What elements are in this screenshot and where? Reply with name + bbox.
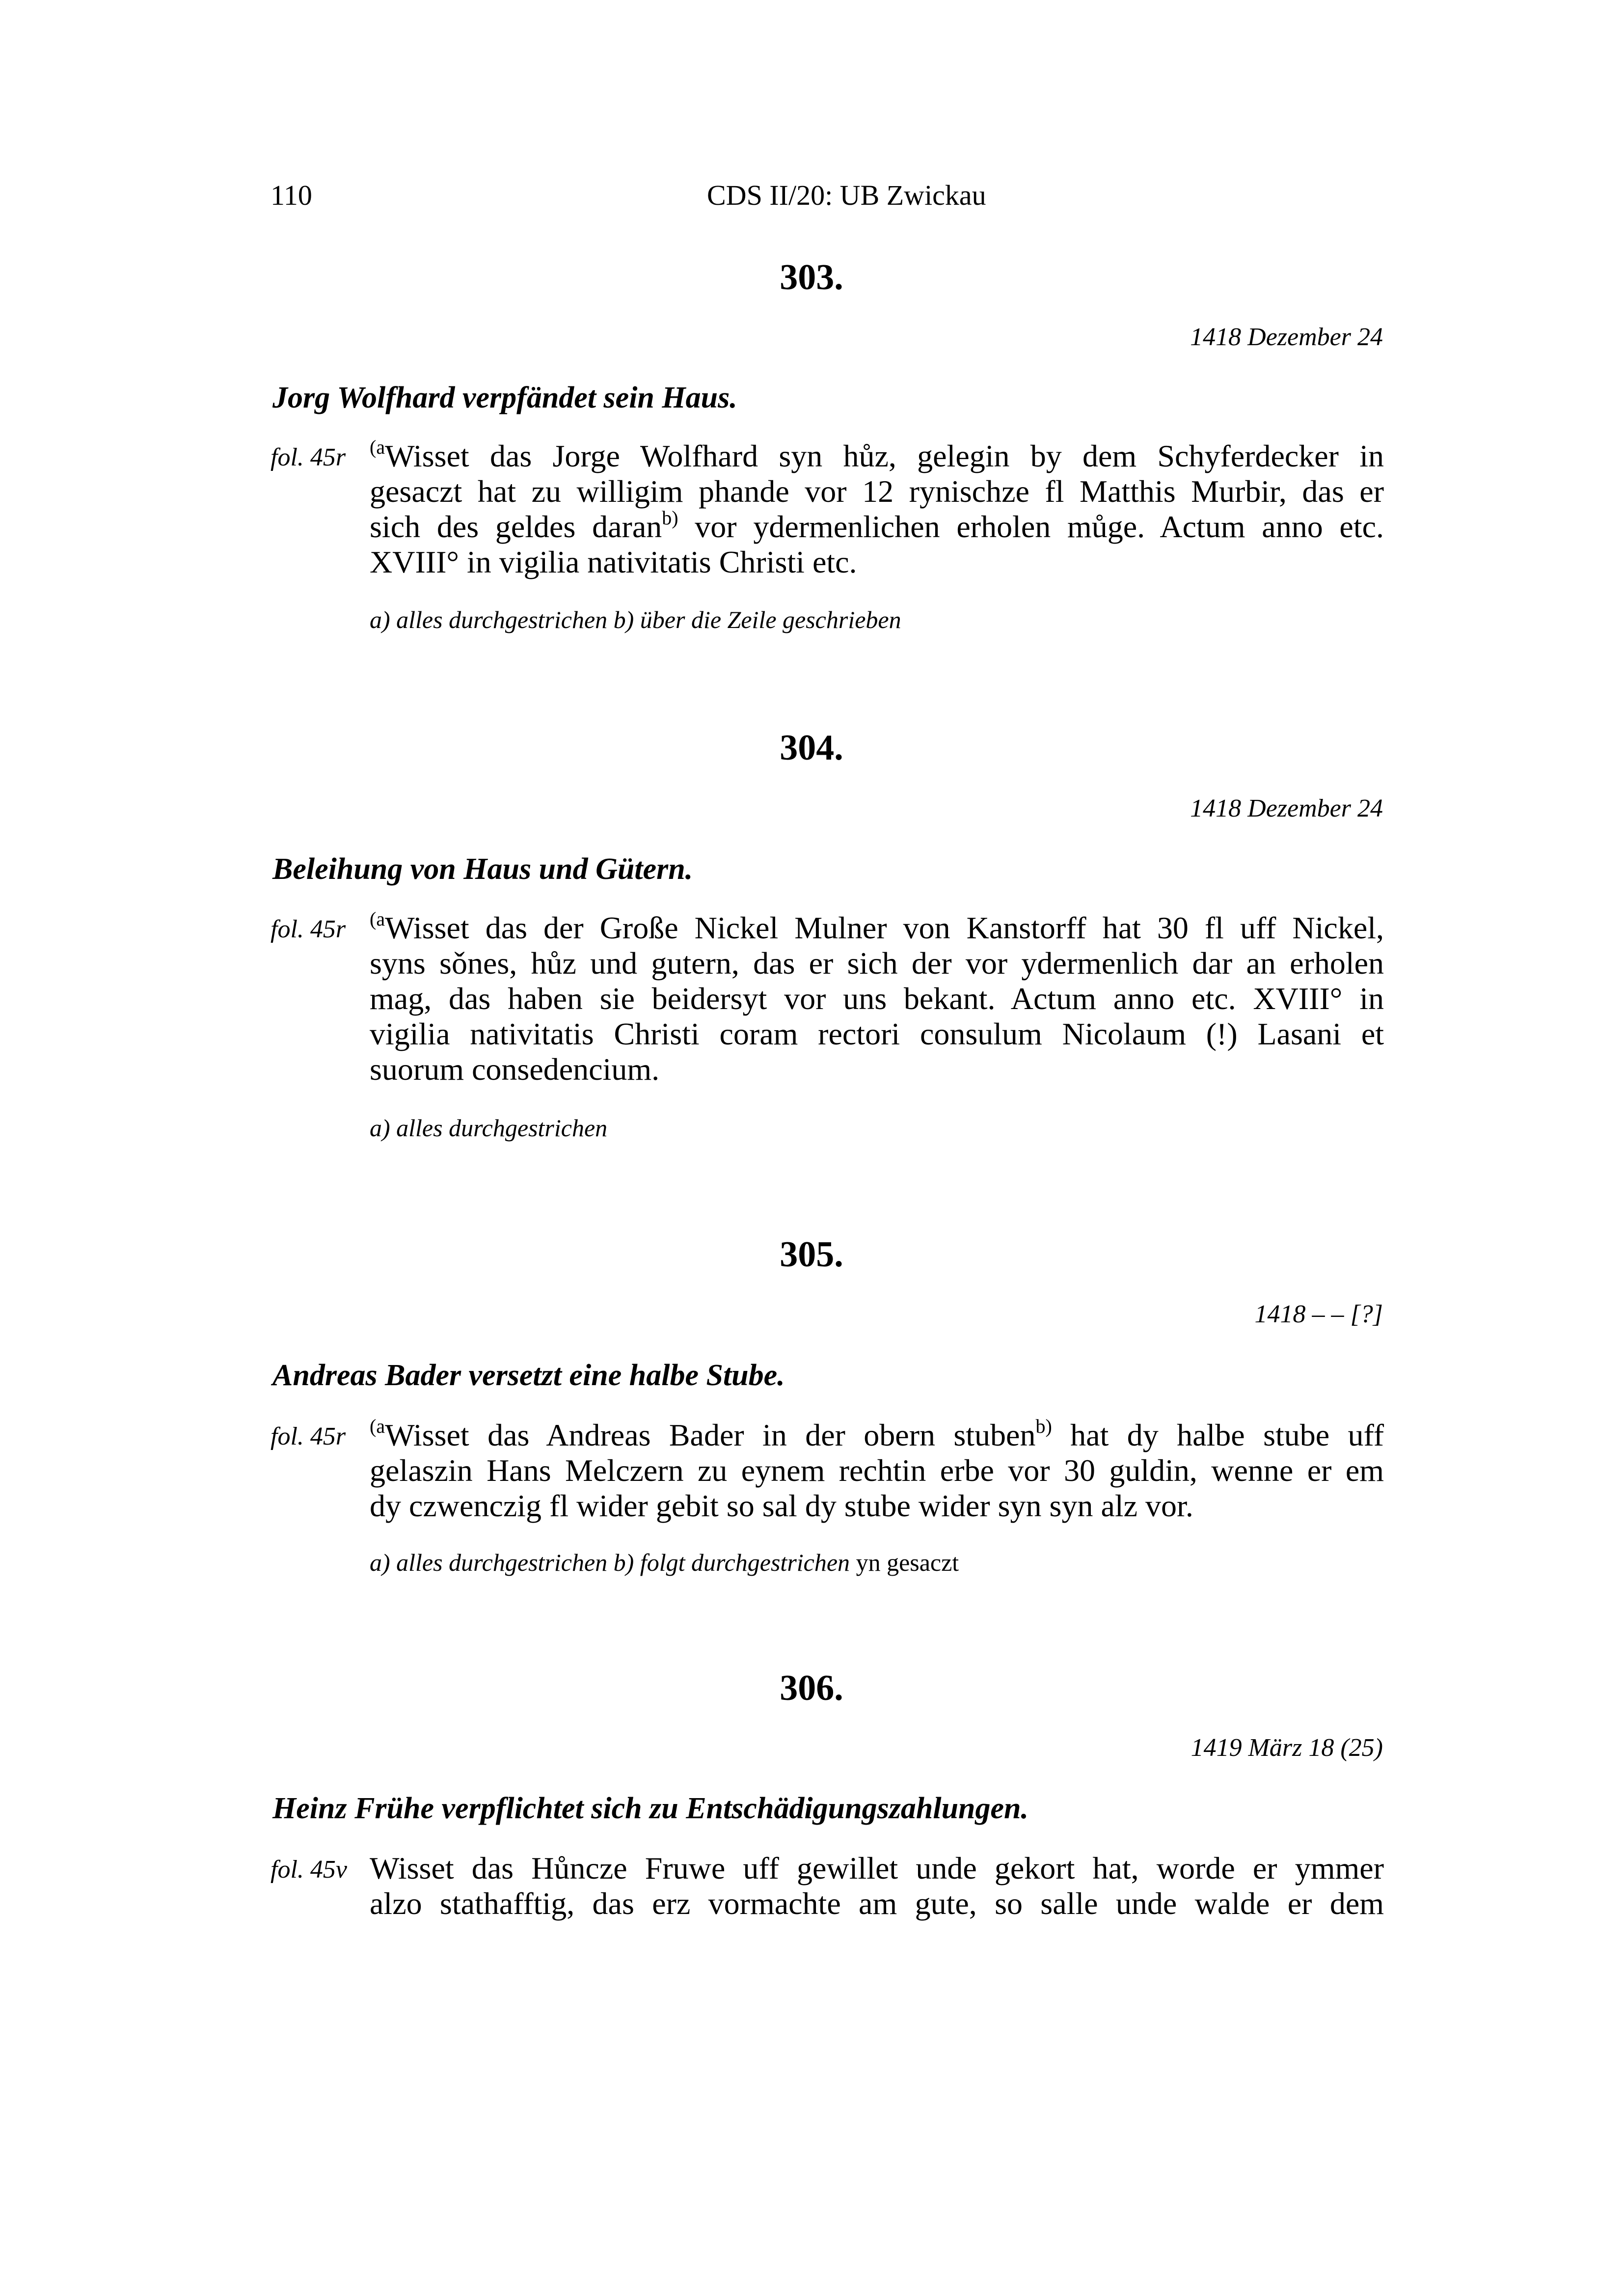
critical-apparatus: a) alles durchgestrichen b) folgt durchgestrichen yn gesaczt xyxy=(370,1549,959,1576)
critical-apparatus: a) alles durchgestrichen b) über die Zeile geschrieben xyxy=(370,606,901,633)
document-number: 306. xyxy=(780,1668,843,1708)
document-text xyxy=(370,1415,1384,1524)
document-date: 1419 März 18 (25) xyxy=(1190,1734,1383,1762)
document-title: Beleihung von Haus und Gütern. xyxy=(272,852,693,886)
footnote-marker: b) xyxy=(1035,1415,1052,1437)
document-title: Andreas Bader versetzt eine halbe Stube. xyxy=(272,1359,785,1392)
critical-apparatus: a) alles durchgestrichen xyxy=(370,1114,608,1142)
text-line: mag, das haben sie beidersyt vor uns bekant. Actum anno etc. XVIII° in xyxy=(370,981,1384,1016)
footnote-marker: b) xyxy=(662,506,678,529)
text-line: syns sǒnes, hůz und gutern, das er sich der vor ydermenlich dar an erholen xyxy=(370,946,1384,981)
document-date: 1418 Dezember 24 xyxy=(1190,323,1383,351)
document-text xyxy=(370,438,1384,580)
document-date: 1418 – – [?] xyxy=(1254,1300,1383,1328)
folio-reference: fol. 45r xyxy=(270,915,346,943)
text-line: alzo stathafftig, das erz vormachte am gute, so salle unde walde er dem xyxy=(370,1886,1384,1921)
document-title: Heinz Frühe verpflichtet sich zu Entschädigungszahlungen. xyxy=(272,1792,1029,1825)
folio-reference: fol. 45r xyxy=(270,1422,346,1450)
document-number: 304. xyxy=(780,728,843,768)
footnote-marker: (a xyxy=(370,907,385,930)
footnote-marker: (a xyxy=(370,436,385,458)
text-line: sich des geldes daran$^{b)}$ vor ydermenlichen erholen můge. Actum anno etc. xyxy=(370,506,1384,544)
text-line: Wisset das Hůncze Fruwe uff gewillet unde gekort hat, worde er ymmer xyxy=(370,1851,1384,1886)
document-text xyxy=(370,907,1384,1087)
folio-reference: fol. 45r xyxy=(270,443,346,471)
text-line: $^{(a}$Wisset das Andreas Bader in der obern stuben$^{b)}$ hat dy halbe stube uff xyxy=(370,1415,1384,1452)
folio-reference: fol. 45v xyxy=(270,1856,347,1884)
footnote-marker: (a xyxy=(370,1415,385,1437)
document-number: 303. xyxy=(780,257,843,298)
document-title: Jorg Wolfhard verpfändet sein Haus. xyxy=(272,381,737,414)
document-text xyxy=(370,1851,1384,1921)
text-line: suorum consedencium. xyxy=(370,1052,660,1087)
text-line: dy czwenczig fl wider gebit so sal dy stube wider syn syn alz vor. xyxy=(370,1488,1193,1523)
page-number: 110 xyxy=(270,179,312,211)
document-date: 1418 Dezember 24 xyxy=(1190,794,1383,822)
text-line: XVIII° in vigilia nativitatis Christi etc. xyxy=(370,545,857,579)
text-line: $^{(a}$Wisset das Jorge Wolfhard syn hůz, gelegin by dem Schyferdecker in xyxy=(370,436,1384,473)
text-line: gesaczt hat zu willigim phande vor 12 rynischze fl Matthis Murbir, das er xyxy=(370,474,1384,509)
text-line: vigilia nativitatis Christi coram rectori consulum Nicolaum (!) Lasani et xyxy=(370,1016,1384,1051)
text-line: gelaszin Hans Melczern zu eynem rechtin erbe vor 30 guldin, wenne er em xyxy=(370,1453,1384,1488)
running-title: CDS II/20: UB Zwickau xyxy=(707,179,986,211)
text-line: $^{(a}$Wisset das der Große Nickel Mulner von Kanstorff hat 30 fl uff Nickel, xyxy=(370,907,1384,945)
document-number: 305. xyxy=(780,1234,843,1275)
